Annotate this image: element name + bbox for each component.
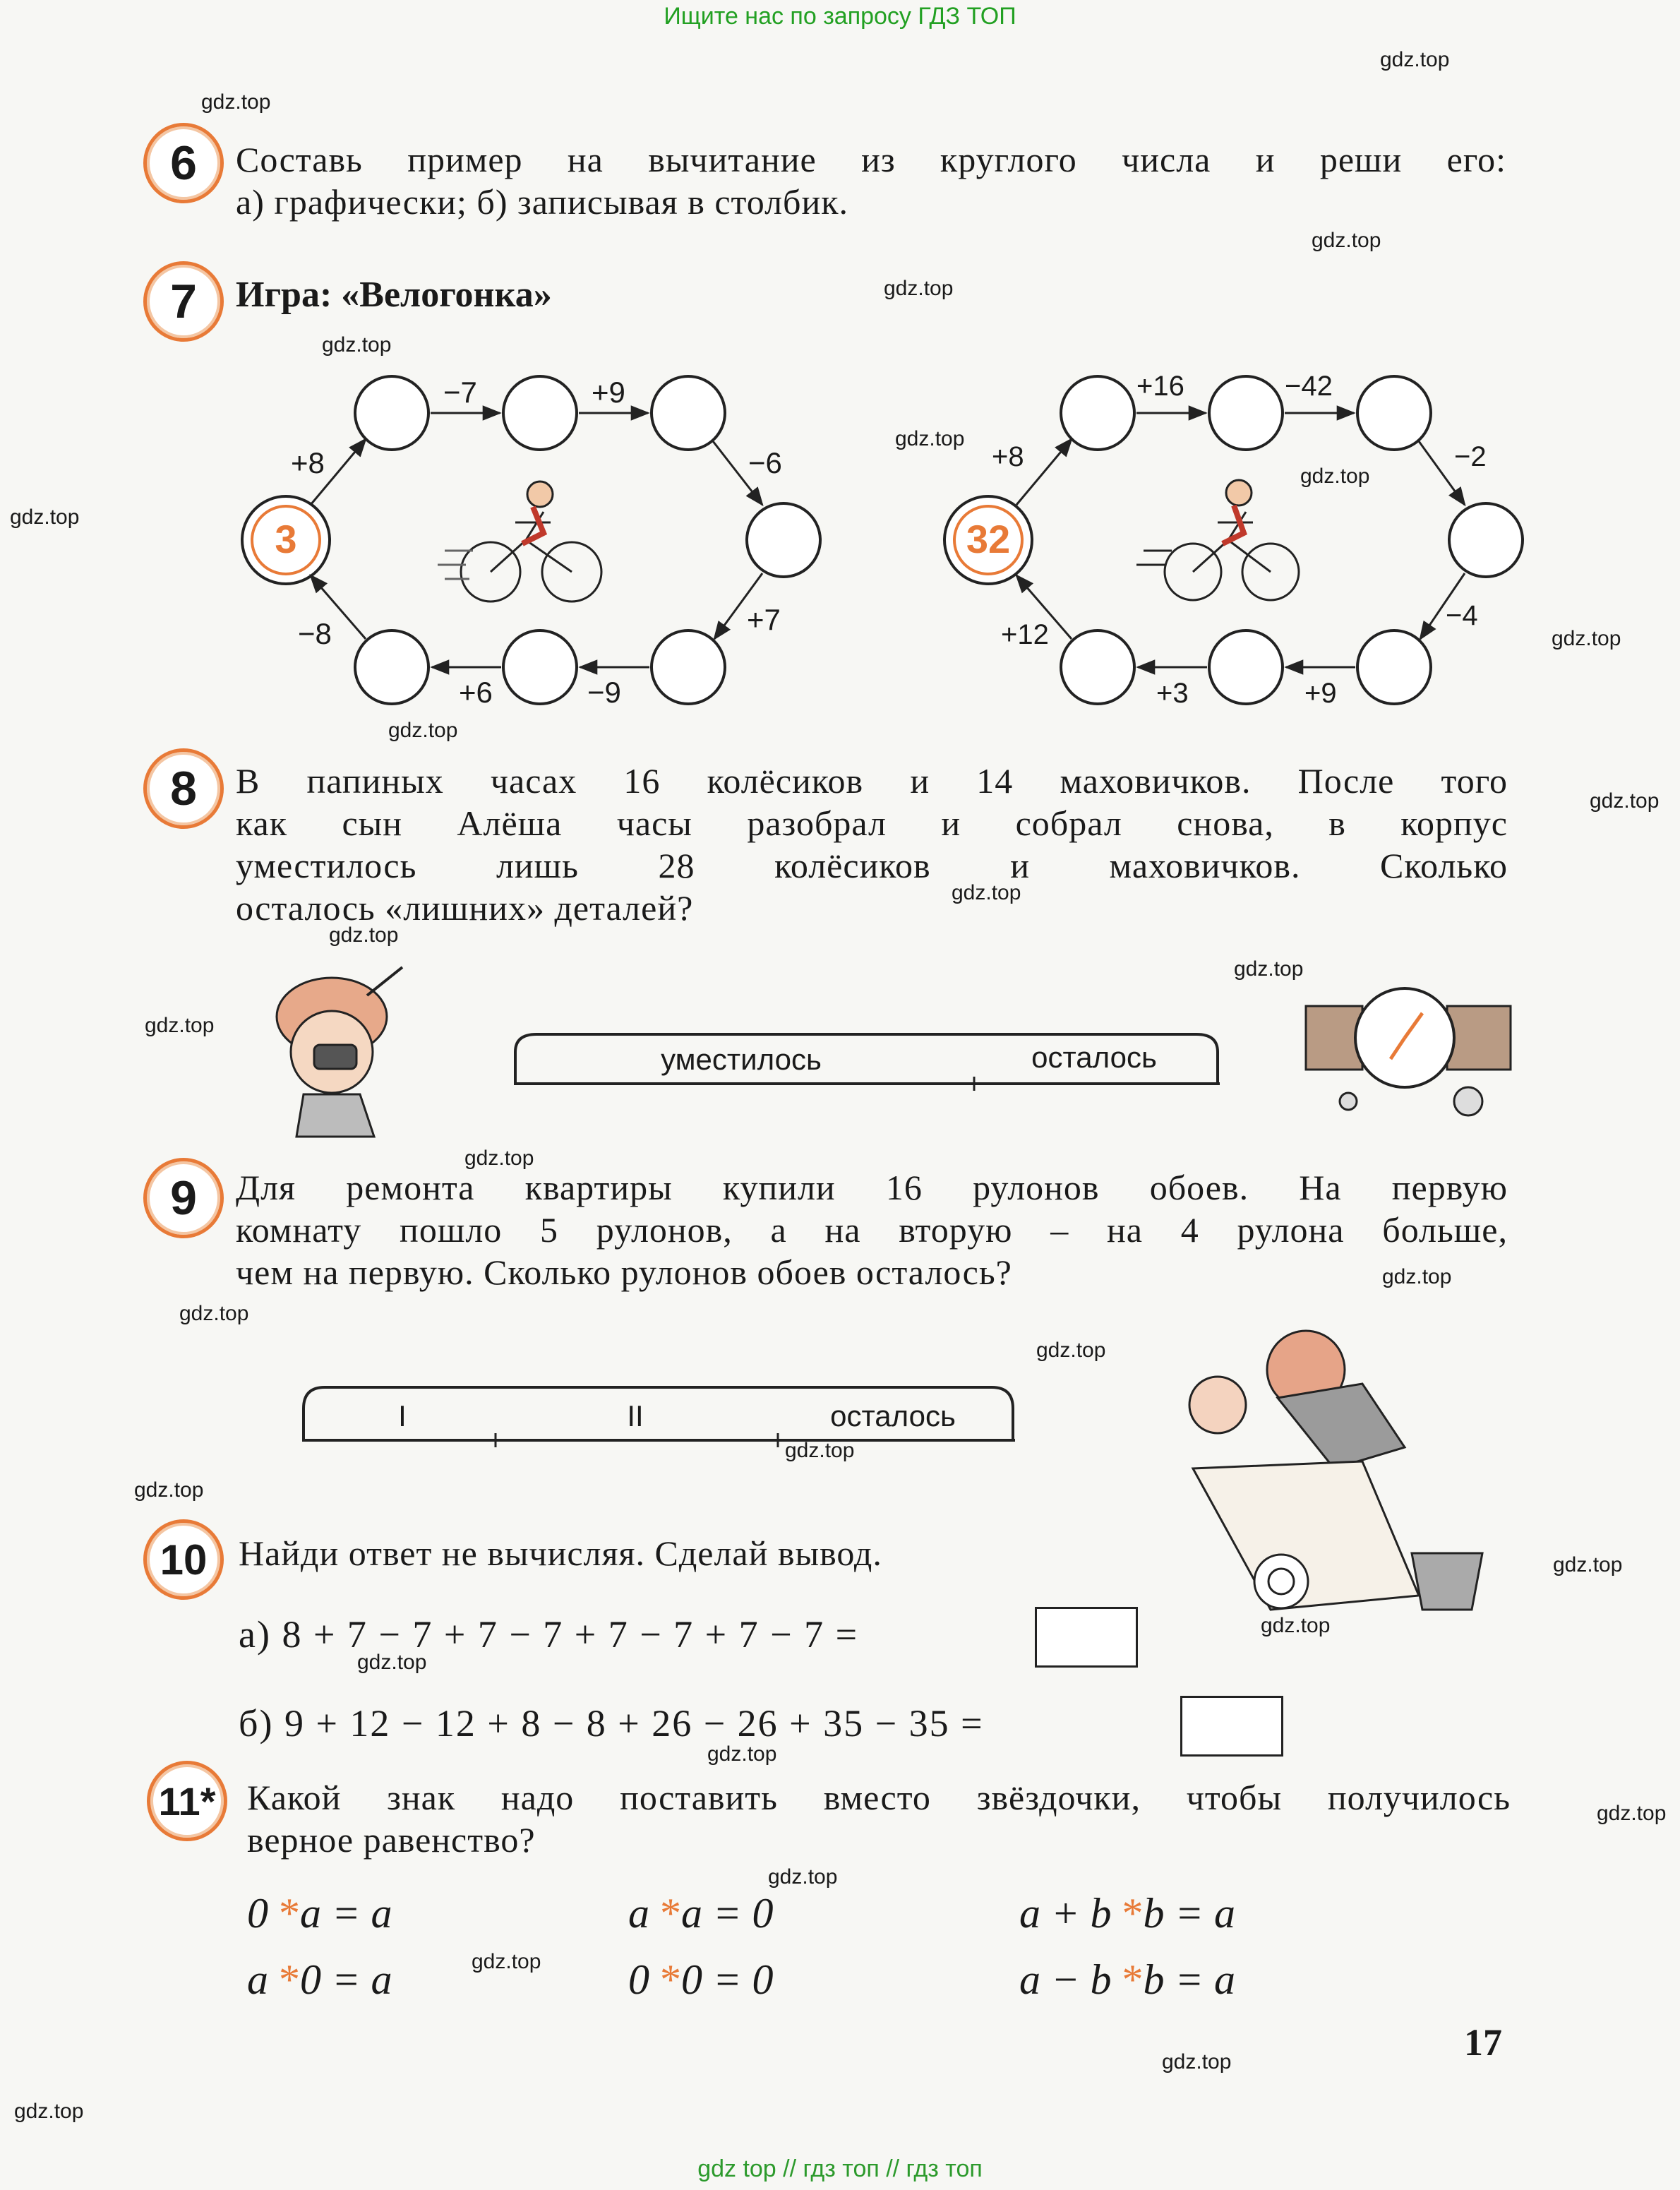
watermark: gdz.top: [1162, 2050, 1232, 2074]
task-8-line: В папиных часах 16 колёсиков и 14 маховичков. После того: [236, 761, 1508, 801]
bottom-footer: gdz top // гдз топ // гдз топ: [697, 2155, 983, 2182]
task-number-8: 8: [143, 748, 224, 829]
watermark: gdz.top: [952, 881, 1021, 904]
answer-box-b[interactable]: [1180, 1696, 1283, 1757]
step-label: +7: [747, 603, 781, 636]
star-symbol: *: [1122, 1890, 1144, 1937]
step-label: +16: [1136, 371, 1184, 402]
empty-circle: [1061, 376, 1134, 450]
empty-circle: [503, 630, 577, 704]
step-label: +8: [291, 446, 325, 479]
watermark: gdz.top: [134, 1478, 204, 1502]
wallpaper-roll-illustration: [1151, 1327, 1532, 1624]
empty-circle: [1209, 376, 1283, 450]
task-number-10: 10: [143, 1519, 224, 1600]
task-10-expression-b: б) 9 + 12 − 12 + 8 − 8 + 26 − 26 + 35 − 35 =: [239, 1702, 984, 1745]
equation-right: 0 = a: [300, 1956, 392, 2003]
empty-circle: [503, 376, 577, 450]
equation: [247, 1956, 392, 2004]
task-10-title: Найди ответ не вычисляя. Сделай вывод.: [239, 1533, 882, 1573]
equation-right: a = 0: [681, 1890, 774, 1937]
watermark: gdz.top: [1597, 1802, 1667, 1825]
watermark: gdz.top: [1380, 48, 1450, 71]
segment-label-second: II: [627, 1399, 644, 1432]
task-10-expression-a: а) 8 + 7 − 7 + 7 − 7 + 7 − 7 + 7 − 7 =: [239, 1613, 859, 1656]
empty-circle: [652, 376, 725, 450]
empty-circle: [1209, 630, 1283, 704]
segment-label-left: осталось: [1031, 1041, 1157, 1074]
step-label: −9: [587, 676, 621, 709]
race-diagram: [212, 353, 1553, 720]
watermark: gdz.top: [329, 923, 399, 947]
watermark: gdz.top: [785, 1439, 855, 1462]
task-11-line-2: верное равенство?: [247, 1820, 536, 1860]
equation: [628, 1956, 774, 2004]
watermark: gdz.top: [14, 2100, 84, 2123]
star-symbol: *: [279, 1956, 300, 2003]
step-label: +6: [459, 676, 493, 709]
segment-diagram-9: [296, 1370, 1024, 1447]
watermark: gdz.top: [357, 1651, 427, 1674]
top-banner: Ищите нас по запросу ГДЗ ТОП: [664, 3, 1016, 30]
watermark: gdz.top: [884, 277, 954, 300]
task-8-line: как сын Алёша часы разобрал и собрал снова, в корпус: [236, 803, 1508, 843]
watermark: gdz.top: [1382, 1265, 1452, 1288]
watermark: gdz.top: [201, 90, 271, 114]
step-label: +9: [1304, 678, 1337, 709]
equation-left: a − b: [1019, 1956, 1122, 2003]
equation-right: b = a: [1143, 1956, 1235, 2003]
right-start-number: 32: [966, 517, 1011, 561]
left-start-number: 3: [275, 517, 297, 561]
task-number-7: 7: [143, 261, 224, 342]
empty-circle: [1357, 630, 1431, 704]
empty-circle: [747, 503, 820, 577]
equation: [1019, 1889, 1235, 1938]
watermark: gdz.top: [1312, 229, 1381, 252]
task-7-title: Игра: «Велогонка»: [236, 275, 552, 315]
equation-left: 0: [247, 1890, 279, 1937]
watermark: gdz.top: [768, 1865, 838, 1889]
equation: [247, 1889, 392, 1938]
equation-right: a = a: [300, 1890, 392, 1937]
star-symbol: *: [660, 1956, 681, 2003]
step-label: −42: [1285, 371, 1333, 402]
task-number-9: 9: [143, 1158, 224, 1238]
task-number-6: 6: [143, 123, 224, 203]
empty-circle: [355, 630, 428, 704]
boy-with-binoculars-illustration: [247, 960, 438, 1151]
page-number: 17: [1464, 2021, 1502, 2064]
step-label: +12: [1001, 619, 1049, 650]
watermark: gdz.top: [1300, 465, 1370, 488]
watermark: gdz.top: [1036, 1339, 1106, 1362]
segment-label-left: осталось: [830, 1399, 956, 1432]
equation-left: a: [628, 1890, 660, 1937]
watermark: gdz.top: [1261, 1614, 1331, 1637]
equation-right: 0 = 0: [681, 1956, 774, 2003]
step-label: +3: [1156, 678, 1189, 709]
segment-label-fit: уместилось: [661, 1043, 822, 1076]
arrow: [1016, 439, 1072, 505]
task-9-line: комнату пошло 5 рулонов, а на вторую – на 4 рулона больше,: [236, 1210, 1508, 1250]
segment-diagram-8: [508, 1017, 1228, 1094]
watermark: gdz.top: [1553, 1553, 1623, 1576]
watermark: gdz.top: [464, 1147, 534, 1170]
task-9-text: [236, 1166, 1508, 1293]
cyclist-illustration: [1136, 480, 1299, 600]
star-symbol: *: [660, 1890, 681, 1937]
step-label: −4: [1446, 600, 1478, 631]
watermark: gdz.top: [1552, 627, 1621, 650]
watermark: gdz.top: [895, 427, 965, 450]
watermark: gdz.top: [10, 505, 80, 529]
watermark: gdz.top: [1234, 957, 1304, 981]
task-6-text: [236, 138, 1506, 223]
equation: [1019, 1956, 1235, 2004]
watermark: gdz.top: [472, 1950, 541, 1973]
empty-circle: [355, 376, 428, 450]
watermark: gdz.top: [145, 1014, 215, 1037]
task-9-line: Для ремонта квартиры купили 16 рулонов обоев. На первую: [236, 1168, 1508, 1207]
empty-circle: [1449, 503, 1523, 577]
task-9-line: чем на первую. Сколько рулонов обоев осталось?: [236, 1252, 1012, 1292]
task-11-text: [247, 1776, 1511, 1861]
step-label: +9: [592, 376, 625, 409]
equation: [628, 1889, 774, 1938]
watermark: gdz.top: [179, 1302, 249, 1325]
task-8-line: осталось «лишних» деталей?: [236, 888, 694, 928]
task-8-line: уместилось лишь 28 колёсиков и маховичков. Сколько: [236, 846, 1508, 885]
disassembled-clock-illustration: [1292, 981, 1532, 1123]
empty-circle: [1061, 630, 1134, 704]
right-arrows: [1016, 413, 1465, 667]
step-label: −8: [298, 617, 332, 650]
step-label: +8: [992, 441, 1024, 472]
equation-right: b = a: [1143, 1890, 1235, 1937]
watermark: gdz.top: [322, 333, 392, 357]
watermark: gdz.top: [1590, 789, 1660, 813]
task-number-11: 11*: [147, 1761, 227, 1841]
empty-circle: [652, 630, 725, 704]
equation-left: a + b: [1019, 1890, 1122, 1937]
left-arrows: [311, 413, 762, 667]
step-label: −7: [443, 376, 477, 409]
empty-circle: [1357, 376, 1431, 450]
task-6-line-1: Составь пример на вычитание из круглого числа и реши его:: [236, 140, 1506, 179]
step-label: −2: [1454, 441, 1487, 472]
watermark: gdz.top: [707, 1742, 777, 1766]
equation-left: a: [247, 1956, 279, 2003]
watermark: gdz.top: [388, 719, 458, 742]
equation-left: 0: [628, 1956, 660, 2003]
task-6-line-2: а) графически; б) записывая в столбик.: [236, 182, 849, 222]
star-symbol: *: [1122, 1956, 1144, 2003]
task-11-line-1: Какой знак надо поставить вместо звёздочки, чтобы получилось: [247, 1778, 1511, 1817]
task-8-text: [236, 760, 1508, 929]
segment-label-first: I: [398, 1399, 407, 1432]
star-symbol: *: [279, 1890, 300, 1937]
answer-box-a[interactable]: [1035, 1607, 1138, 1668]
cyclist-illustration: [438, 481, 601, 602]
step-label: −6: [748, 446, 782, 479]
